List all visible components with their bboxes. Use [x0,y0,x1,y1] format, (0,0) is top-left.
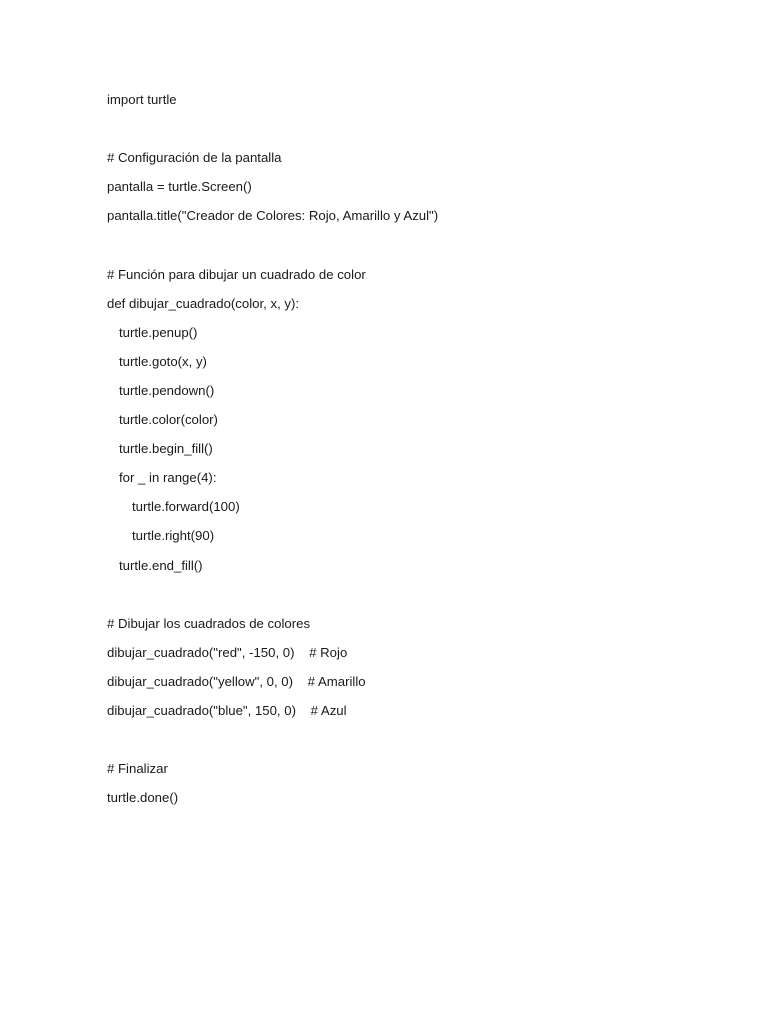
code-line: turtle.color(color) [119,412,218,428]
code-line: pantalla = turtle.Screen() [107,179,252,195]
code-line: dibujar_cuadrado("yellow", 0, 0) # Amarillo [107,673,366,689]
code-line: pantalla.title("Creador de Colores: Rojo, Amarillo y Azul") [107,208,439,224]
blank-line [107,585,707,614]
code-line: def dibujar_cuadrado(color, x, y): [107,295,300,311]
code-line: # Dibujar los cuadrados de colores [107,615,311,631]
code-line: turtle.begin_fill() [119,441,213,457]
code-line: turtle.right(90) [132,528,215,544]
code-line: turtle.forward(100) [132,499,240,515]
code-line: turtle.end_fill() [119,557,203,573]
code-line: import turtle [107,92,177,107]
blank-line [107,119,707,148]
blank-line [107,235,707,264]
code-line: dibujar_cuadrado("red", -150, 0) # Rojo [107,644,348,660]
code-line: turtle.penup() [119,324,198,340]
code-listing [107,90,707,817]
code-line: for _ in range(4): [119,470,217,486]
code-line: turtle.goto(x, y) [119,353,207,369]
code-line: # Finalizar [107,761,168,777]
code-line: turtle.done() [107,790,179,806]
code-line: turtle.pendown() [119,382,215,398]
code-line: dibujar_cuadrado("blue", 150, 0) # Azul [107,702,347,718]
code-line: # Configuración de la pantalla [107,150,282,166]
code-line: # Función para dibujar un cuadrado de color [107,266,366,282]
blank-line [107,730,707,759]
